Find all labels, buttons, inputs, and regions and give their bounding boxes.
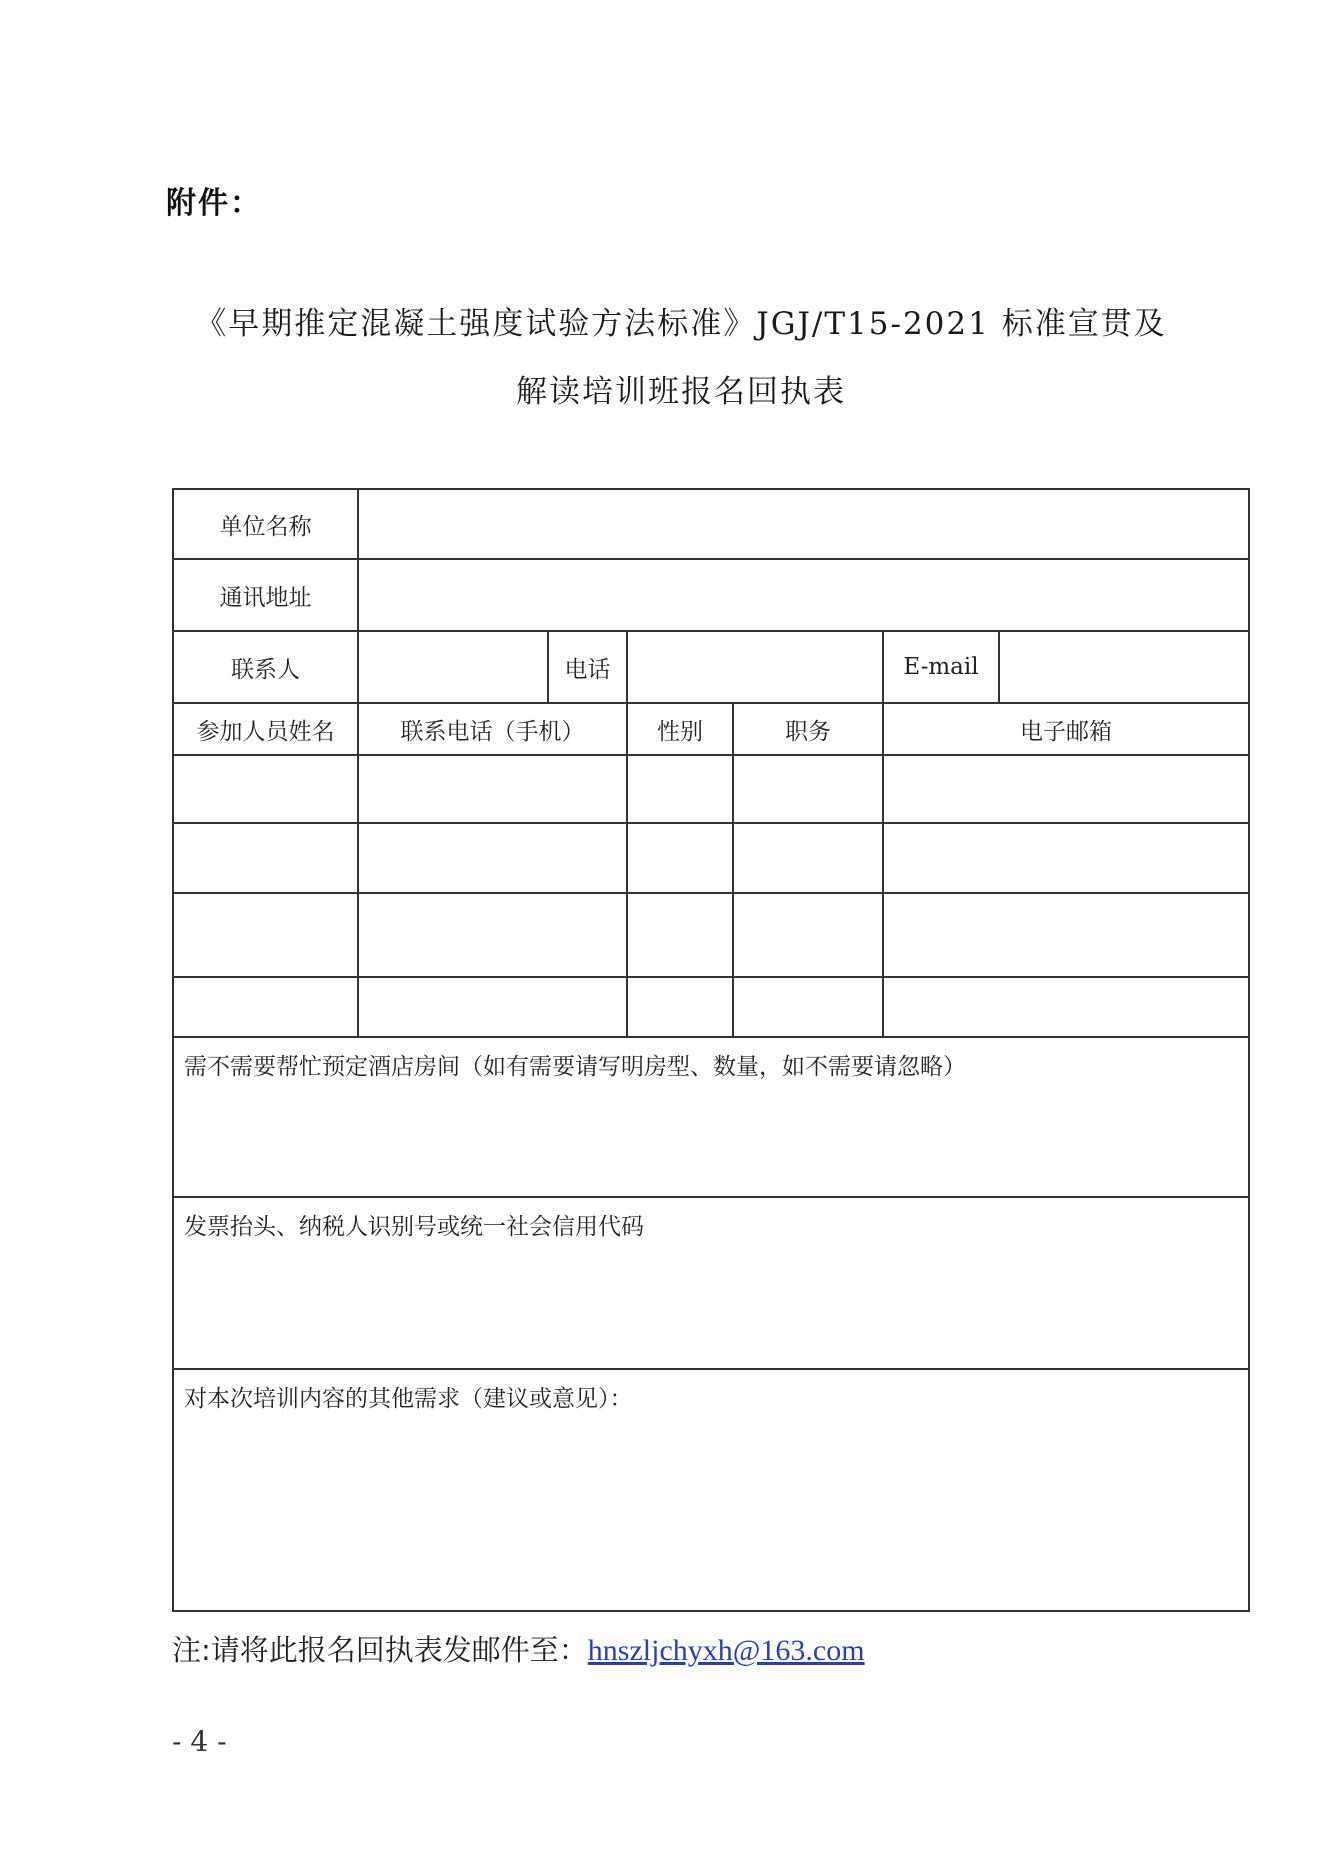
participant-position-cell[interactable] [733, 823, 883, 893]
invoice-note: 发票抬头、纳税人识别号或统一社会信用代码 [184, 1214, 644, 1240]
participant-mobile-cell[interactable] [358, 977, 627, 1037]
email-label: E-mail [883, 631, 999, 703]
phone-field[interactable] [627, 631, 883, 703]
participant-gender-cell[interactable] [627, 977, 733, 1037]
col-header-email: 电子邮箱 [883, 703, 1249, 755]
participant-email-cell[interactable] [883, 893, 1249, 977]
submission-note-text: 注:请将此报名回执表发邮件至： [172, 1633, 588, 1667]
participants-header-row [173, 703, 1249, 755]
participant-name-cell[interactable] [173, 893, 358, 977]
phone-label: 电话 [548, 631, 627, 703]
invoice-cell[interactable] [173, 1197, 1249, 1369]
participant-email-cell[interactable] [883, 755, 1249, 823]
participant-row [173, 977, 1249, 1037]
invoice-row [173, 1197, 1249, 1369]
participant-email-cell[interactable] [883, 977, 1249, 1037]
other-requirements-cell[interactable] [173, 1369, 1249, 1611]
attachment-label: 附件： [166, 186, 262, 221]
participant-row [173, 755, 1249, 823]
participant-mobile-cell[interactable] [358, 755, 627, 823]
participant-email-cell[interactable] [883, 823, 1249, 893]
contact-field[interactable] [358, 631, 548, 703]
participant-mobile-cell[interactable] [358, 823, 627, 893]
participant-position-cell[interactable] [733, 893, 883, 977]
form-title-line1: 《早期推定混凝土强度试验方法标准》JGJ/T15-2021 标准宣贯及 [195, 306, 1167, 342]
address-label: 通讯地址 [173, 559, 358, 631]
participant-position-cell[interactable] [733, 755, 883, 823]
other-requirements-note: 对本次培训内容的其他需求（建议或意见）： [184, 1386, 633, 1412]
other-requirements-row [173, 1369, 1249, 1611]
contact-row [173, 631, 1249, 703]
submission-note [172, 1628, 865, 1669]
participant-name-cell[interactable] [173, 977, 358, 1037]
col-header-name: 参加人员姓名 [173, 703, 358, 755]
participant-row [173, 823, 1249, 893]
hotel-booking-cell[interactable] [173, 1037, 1249, 1197]
page-number: - 4 - [172, 1725, 227, 1758]
participant-name-cell[interactable] [173, 755, 358, 823]
col-header-gender: 性别 [627, 703, 733, 755]
address-row [173, 559, 1249, 631]
participant-mobile-cell[interactable] [358, 893, 627, 977]
participants-table [172, 702, 1250, 1612]
col-header-position: 职务 [733, 703, 883, 755]
unit-name-field[interactable] [358, 489, 1249, 559]
participant-gender-cell[interactable] [627, 755, 733, 823]
hotel-booking-row [173, 1037, 1249, 1197]
col-header-mobile: 联系电话（手机） [358, 703, 627, 755]
participant-row [173, 893, 1249, 977]
participant-name-cell[interactable] [173, 823, 358, 893]
submission-email-link[interactable]: hnszljchyxh@163.com [587, 1634, 865, 1667]
participant-gender-cell[interactable] [627, 893, 733, 977]
hotel-booking-note: 需不需要帮忙预定酒店房间（如有需要请写明房型、数量，如不需要请忽略） [184, 1054, 966, 1080]
email-field[interactable] [999, 631, 1249, 703]
unit-name-row [173, 489, 1249, 559]
form-title-line2: 解读培训班报名回执表 [516, 374, 846, 410]
unit-name-label: 单位名称 [173, 489, 358, 559]
registration-form-table [172, 488, 1250, 704]
address-field[interactable] [358, 559, 1249, 631]
participant-position-cell[interactable] [733, 977, 883, 1037]
contact-label: 联系人 [173, 631, 358, 703]
participant-gender-cell[interactable] [627, 823, 733, 893]
